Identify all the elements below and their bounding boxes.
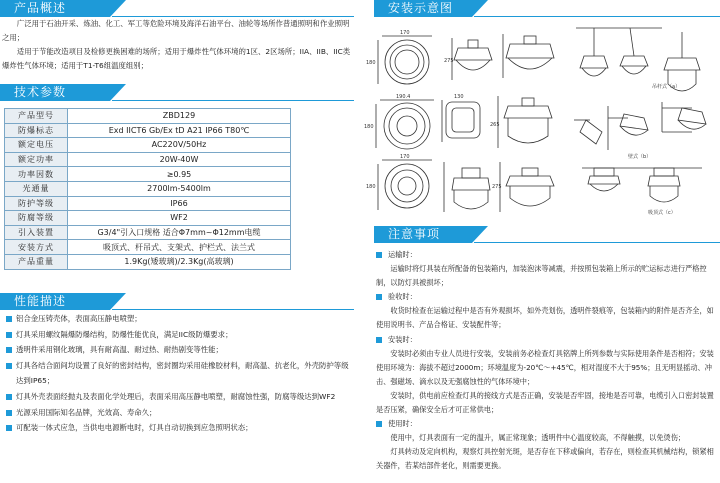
installation-diagram [362,22,720,218]
dim-mid-width: 190.4 [396,94,411,100]
bullet-square-icon [376,252,382,258]
side-view-low-glass [452,38,492,80]
intro-heading: 产品概述 [0,0,110,17]
specs-heading-rule [112,100,354,101]
side-view-ceiling [444,162,490,212]
spec-key: 额定电压 [5,138,68,153]
feature-text: 透明件采用钢化玻璃，具有耐高温、耐过热、耐热剧变等性能； [16,345,223,355]
features-heading-rule [112,309,354,310]
note-title-text: 运输时： [388,250,417,259]
front-view-low-glass [503,34,554,78]
dim-top-height: 180 [366,60,376,66]
dim-mid-depth: 130 [454,94,464,100]
feature-item [6,342,351,358]
bullet-square-icon [6,394,12,400]
note-paragraph: 收货时检查在运输过程中是否有外观损坏，如外壳划伤，透明件裂痕等，包装箱内的附件是否齐全，如使用说明书、产品合格证、安装配件等； [376,306,714,330]
spec-value: IP66 [68,196,291,211]
specs-heading: 技术参数 [0,84,110,101]
feature-text: 可配装一体式应急，当供电电源断电时，灯具自动切换到应急照明状态； [16,423,253,433]
top-view-low-glass [378,36,432,84]
spec-key: 安装方式 [5,240,68,255]
dim-mid-side: 265 [490,122,500,128]
install-heading-rule [474,16,720,17]
spec-row [5,196,291,211]
feature-text: 光源采用国际知名品牌，光效高、寿命久； [16,407,157,417]
note-section-title [376,290,720,304]
note-title-text: 安装时： [388,334,417,344]
top-view-ceiling [378,160,432,210]
notes-list [376,248,720,474]
notes-heading: 注意事项 [374,226,472,243]
note-paragraph: 使用中，灯具表面有一定的温升，属正常现象；透明件中心温度较高，不得触摸，以免烫伤； [390,433,686,443]
front-view-high-glass [498,96,552,148]
note-paragraph: 灯具转动及定向机构，观察灯具控射光斑，是否存在下移或偏向，若存在，则检查其机械结构，锁紧相关器件，若某结部件老化，则需要更换。 [376,447,714,471]
dim-bottom-side: 275 [492,184,502,190]
label-pole-mount: 吊杆式（a） [652,84,681,90]
bullet-square-icon [6,347,12,353]
spec-key: 引入装置 [5,225,68,240]
note-paragraph: 安装时，供电前应检查灯具的接线方式是否正确，安装是否牢固，接地是否可靠，电缆引入口密封装置是否压紧，确保安全后才可正常供电； [376,390,714,415]
front-view-ceiling [500,162,554,212]
spec-value: ZBD129 [68,109,291,124]
bullet-square-icon [376,294,382,300]
spec-key: 防护等级 [5,196,68,211]
notes-heading-rule [474,242,720,243]
spec-row [5,138,291,153]
label-ceiling-mount: 吸顶式（c） [648,210,676,216]
top-view-high-glass [376,100,434,149]
features-heading: 性能描述 [0,293,110,310]
spec-value: 20W-40W [68,152,291,167]
spec-row [5,123,291,138]
spec-key: 额定功率 [5,152,68,167]
spec-value: 吸顶式、杆吊式、支架式、护栏式、法兰式 [68,240,291,255]
spec-key: 防爆标志 [5,123,68,138]
feature-item [6,327,351,343]
note-section-title [376,333,720,347]
wall-mount-illustration [574,102,706,150]
ceiling-mount-illustration [582,168,702,202]
spec-row [5,109,291,124]
bullet-square-icon [376,421,382,427]
spec-value: G3/4"引入口规格 适合Φ7mm~Φ12mm电缆 [68,225,291,240]
feature-item [6,389,351,405]
bullet-square-icon [6,363,12,369]
spec-row [5,225,291,240]
feature-text: 灯具采用螺纹隔爆防爆结构，防爆性能优良，满足IIC级防爆要求； [16,329,233,339]
spec-key: 产品重量 [5,254,68,269]
dim-bottom-width: 170 [400,154,410,160]
feature-text: 灯具外壳表面经抛丸及表面化学处理后，表面采用高压静电喷塑，耐腐蚀性强，防腐等级达到WF2 [16,391,336,401]
spec-row [5,152,291,167]
pole-mount-illustration [576,28,700,91]
note-title-text: 验收时： [388,292,417,302]
note-section-title [376,248,720,262]
spec-row [5,240,291,255]
label-wall-mount: 壁式（b） [628,154,652,160]
note-title-text: 使用时： [388,419,417,429]
spec-table [4,108,291,270]
dim-bottom-height: 180 [366,184,376,190]
feature-item [6,405,351,421]
spec-key: 防腐等级 [5,211,68,226]
spec-row [5,254,291,269]
dim-top-width: 170 [400,30,410,36]
install-heading: 安装示意图 [374,0,472,17]
spec-value: ≥0.95 [68,167,291,182]
spec-value: WF2 [68,211,291,226]
bullet-square-icon [6,425,12,431]
feature-item [6,311,351,327]
bullet-square-icon [6,316,12,322]
features-list [6,311,351,436]
spec-row [5,181,291,196]
feature-item [6,420,351,436]
dim-mid-width2: 180 [364,124,374,130]
side-view-high-glass [442,100,480,142]
bullet-square-icon [376,337,382,343]
feature-text: 灯具各结合面间均设置了良好的密封结构，密封圈均采用硅橡胶材料，耐高温、抗老化，外壳防护等级达到IP65； [16,360,349,386]
intro-paragraph-1: 广泛用于石油开采、炼油、化工、军工等危险环境及海洋石油平台、油轮等场所作普通照明和作业照明之用； [2,19,350,42]
spec-row [5,167,291,182]
bullet-square-icon [6,332,12,338]
spec-value: 1.9Kg(矮玻璃)/2.3Kg(高玻璃) [68,254,291,269]
spec-value: AC220V/50Hz [68,138,291,153]
bullet-square-icon [6,410,12,416]
spec-key: 产品型号 [5,109,68,124]
spec-key: 功率因数 [5,167,68,182]
spec-value: 2700lm-5400lm [68,181,291,196]
spec-row [5,211,291,226]
note-paragraph: 安装时必须由专业人员进行安装，安装前务必检查灯具铭牌上所列参数与实际使用条件是否相符；安装使用环境为：海拔不超过2000m；环境温度为-20℃～+45℃，相对湿度不大于95%；且无明显摇动、冲击、强磁场、滴水以及无强腐蚀性的气体环境中； [376,348,714,386]
feature-item [6,358,351,389]
note-paragraph: 运输时将灯具装在所配备的包装箱内，加装泡沫等减震，并按照包装箱上所示的贮运标志进行严格控制，以防灯具被损坏； [376,264,707,288]
dim-top-side: 275 [444,58,454,64]
spec-value: Exd IICT6 Gb/Ex tD A21 IP66 T80℃ [68,123,291,138]
note-section-title [376,417,720,431]
intro-paragraph-2: 适用于节能改造项目及检修更换困难的场所；适用于爆炸性气体环境的1区、2区场所；IIA、IIB、IIC类爆炸性气体环境；适用于T1-T6组温度组别； [2,47,351,70]
spec-key: 光通量 [5,181,68,196]
feature-text: 铝合金压铸壳体，表面高压静电喷塑； [16,314,142,323]
